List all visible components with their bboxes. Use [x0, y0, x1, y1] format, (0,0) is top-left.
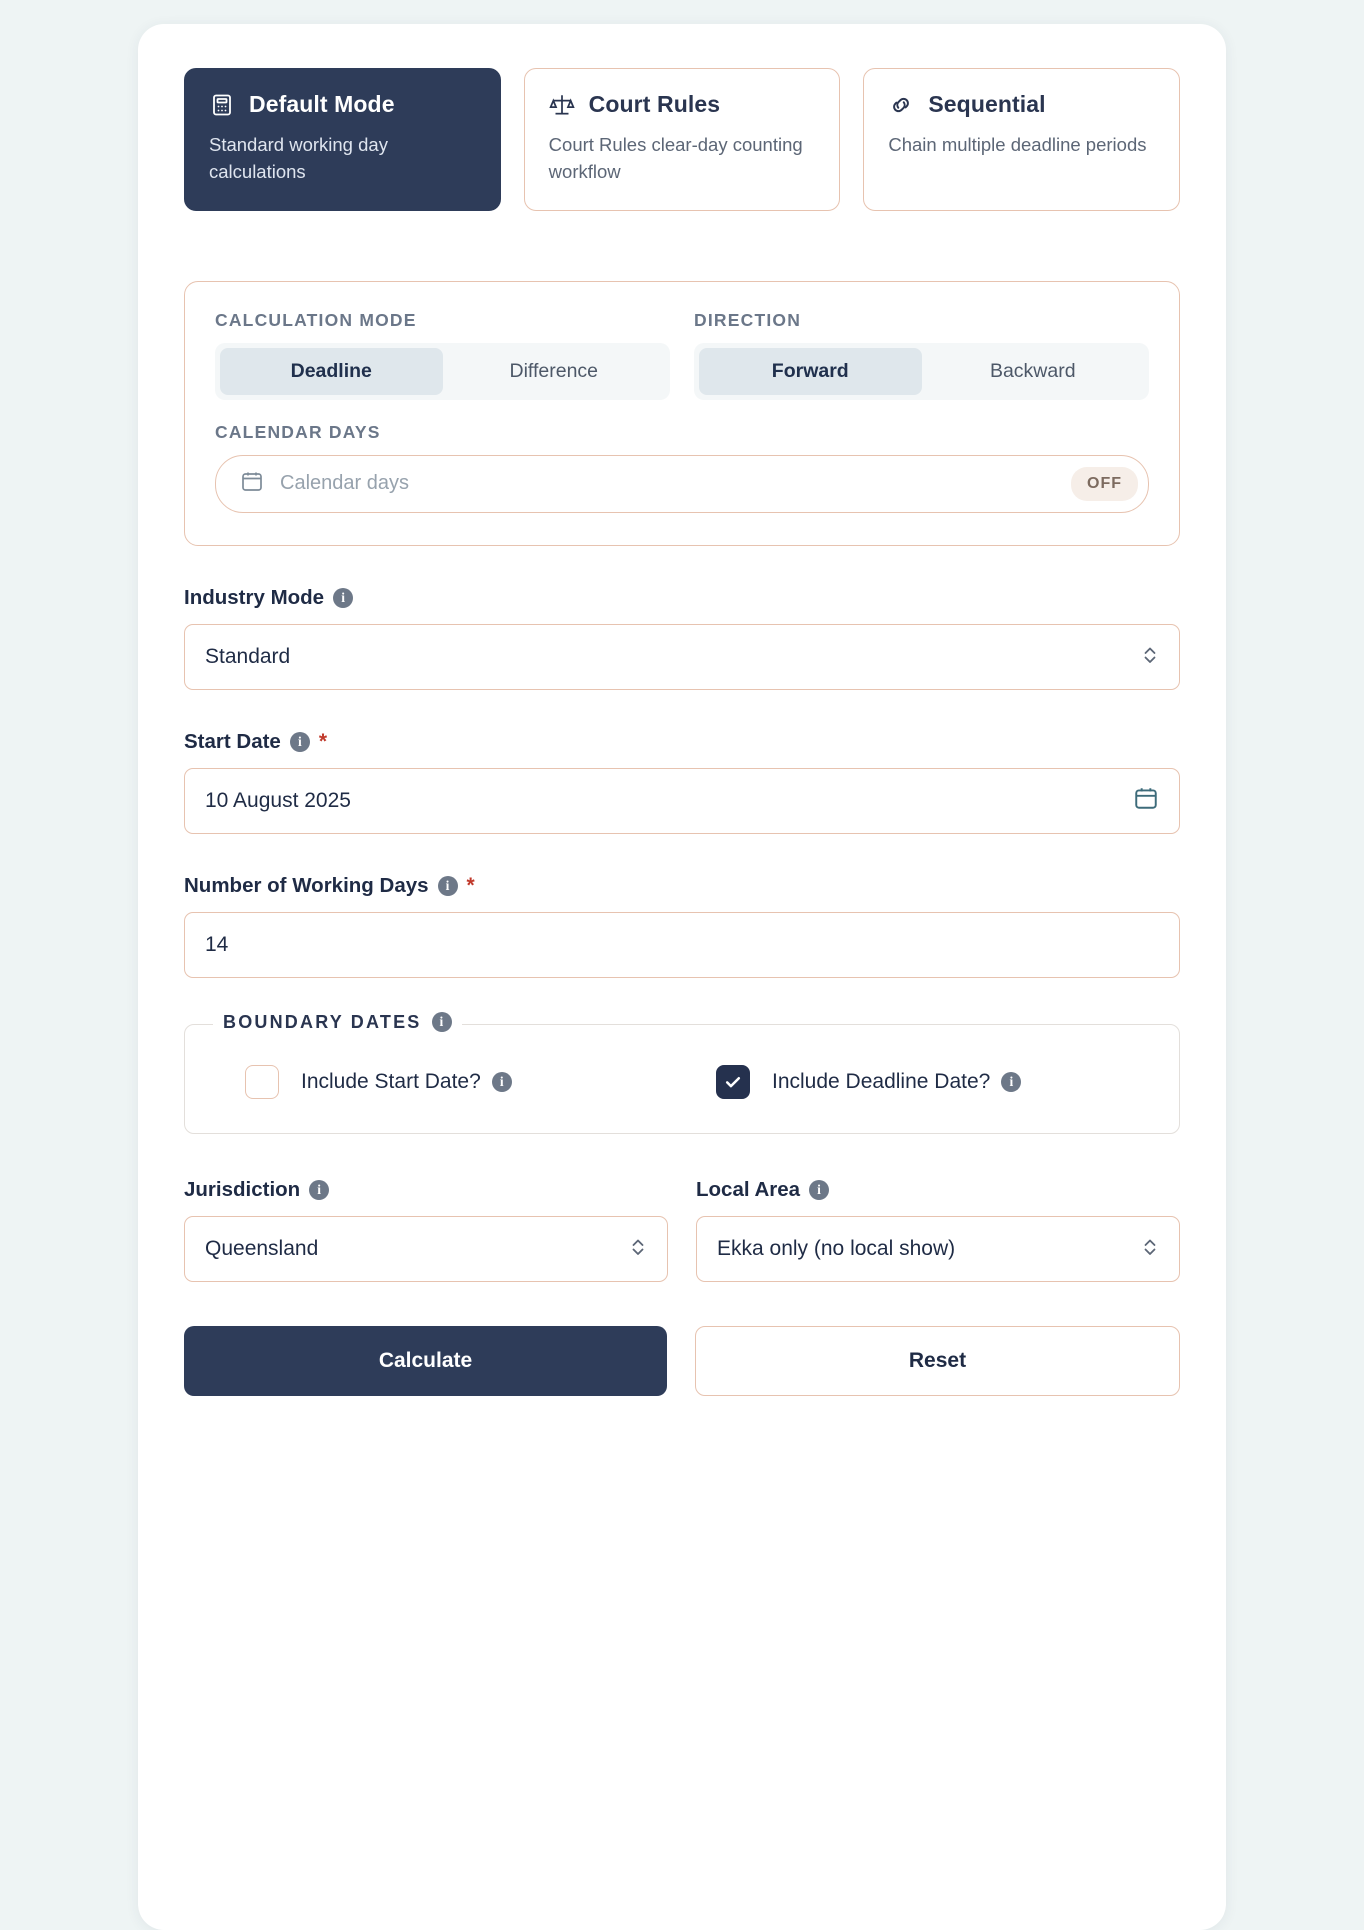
segment-difference[interactable]: Difference — [509, 359, 599, 382]
local-area-field — [696, 1178, 1180, 1282]
industry-mode-value: Standard — [205, 644, 291, 668]
include-start-date-label-text: Include Start Date? — [301, 1069, 481, 1093]
direction-group — [694, 310, 1149, 400]
calendar-icon — [240, 469, 264, 498]
chevron-updown-icon — [629, 1236, 647, 1261]
info-icon[interactable]: i — [432, 1012, 452, 1032]
jurisdiction-value: Queensland — [205, 1236, 319, 1260]
reset-button[interactable]: Reset — [695, 1326, 1180, 1396]
mode-tab-title: Sequential — [928, 91, 1046, 117]
chevron-updown-icon — [1141, 644, 1159, 669]
mode-tab-header — [549, 91, 816, 118]
calendar-days-toggle-field[interactable] — [215, 455, 1149, 513]
segment-forward[interactable]: Forward — [699, 348, 922, 395]
panel-top-row — [215, 310, 1149, 400]
mode-tab-title: Court Rules — [588, 91, 721, 117]
industry-mode-label — [184, 586, 1180, 610]
working-days-field — [184, 874, 1180, 978]
action-buttons — [184, 1326, 1180, 1396]
info-icon[interactable]: i — [438, 876, 458, 896]
info-icon[interactable]: i — [309, 1180, 329, 1200]
calculation-mode-segmented — [215, 343, 670, 400]
direction-label: DIRECTION — [694, 309, 802, 330]
boundary-dates-fieldset — [184, 1011, 1180, 1134]
calculate-button[interactable]: Calculate — [184, 1326, 667, 1396]
mode-tab-title: Default Mode — [249, 91, 395, 117]
start-date-input[interactable] — [184, 768, 1180, 834]
local-area-label — [696, 1178, 1180, 1202]
local-area-label-text: Local Area — [696, 1177, 801, 1201]
info-icon[interactable]: i — [333, 588, 353, 608]
industry-mode-field — [184, 586, 1180, 690]
jurisdiction-select[interactable] — [184, 1216, 668, 1282]
local-area-select[interactable] — [696, 1216, 1180, 1282]
working-days-input[interactable] — [184, 912, 1180, 978]
info-icon[interactable]: i — [492, 1072, 512, 1092]
mode-tab-court-rules[interactable] — [524, 68, 841, 211]
calculation-mode-group — [215, 310, 670, 400]
calculation-mode-label: CALCULATION MODE — [215, 309, 417, 330]
include-deadline-date-label — [772, 1070, 1021, 1094]
info-icon[interactable]: i — [1001, 1072, 1021, 1092]
chevron-updown-icon — [1141, 1236, 1159, 1261]
boundary-checkbox-row — [211, 1065, 1153, 1099]
calculator-icon — [209, 92, 235, 118]
mode-tab-description: Standard working day calculations — [209, 134, 388, 182]
include-start-date-label — [301, 1070, 512, 1094]
start-date-label — [184, 730, 1180, 754]
include-start-date-item[interactable] — [211, 1065, 682, 1099]
mode-tab-description: Court Rules clear-day counting workflow — [548, 134, 803, 182]
include-deadline-date-label-text: Include Deadline Date? — [772, 1069, 991, 1093]
calculation-settings-panel — [184, 281, 1180, 546]
mode-tab-header — [209, 91, 476, 118]
segment-backward[interactable]: Backward — [989, 359, 1076, 382]
calendar-days-placeholder-text: Calendar days — [280, 472, 409, 495]
mode-tab-sequential[interactable] — [863, 68, 1180, 211]
working-days-label-text: Number of Working Days — [184, 873, 429, 897]
direction-segmented — [694, 343, 1149, 400]
boundary-dates-legend-text: BOUNDARY DATES — [223, 1011, 422, 1032]
jurisdiction-label — [184, 1178, 668, 1202]
jurisdiction-label-text: Jurisdiction — [184, 1177, 301, 1201]
working-days-label — [184, 874, 1180, 898]
mode-tab-description: Chain multiple deadline periods — [888, 134, 1147, 155]
info-icon[interactable]: i — [290, 732, 310, 752]
start-date-label-text: Start Date — [184, 729, 281, 753]
required-marker: * — [318, 729, 328, 753]
start-date-field — [184, 730, 1180, 834]
boundary-dates-legend — [213, 1012, 462, 1033]
calendar-days-label: CALENDAR DAYS — [215, 421, 381, 442]
mode-tab-default[interactable] — [184, 68, 501, 211]
link-icon — [888, 92, 914, 118]
mode-tab-list — [184, 68, 1180, 211]
industry-mode-label-text: Industry Mode — [184, 585, 325, 609]
calendar-picker-icon[interactable] — [1133, 785, 1159, 817]
local-area-value: Ekka only (no local show) — [717, 1236, 956, 1260]
scales-icon — [549, 92, 575, 118]
include-start-date-checkbox[interactable] — [245, 1065, 279, 1099]
jurisdiction-field — [184, 1178, 668, 1282]
calendar-days-group — [215, 422, 1149, 513]
calculator-card — [138, 24, 1226, 1930]
jurisdiction-row — [184, 1178, 1180, 1282]
include-deadline-date-checkbox[interactable] — [716, 1065, 750, 1099]
info-icon[interactable]: i — [809, 1180, 829, 1200]
required-marker: * — [466, 873, 475, 897]
working-days-value: 14 — [205, 932, 229, 956]
start-date-value: 10 August 2025 — [205, 788, 351, 812]
mode-tab-header — [888, 91, 1155, 118]
calendar-days-state-badge[interactable]: OFF — [1071, 467, 1138, 501]
industry-mode-select[interactable] — [184, 624, 1180, 690]
segment-deadline[interactable]: Deadline — [220, 348, 443, 395]
include-deadline-date-item[interactable] — [682, 1065, 1153, 1099]
